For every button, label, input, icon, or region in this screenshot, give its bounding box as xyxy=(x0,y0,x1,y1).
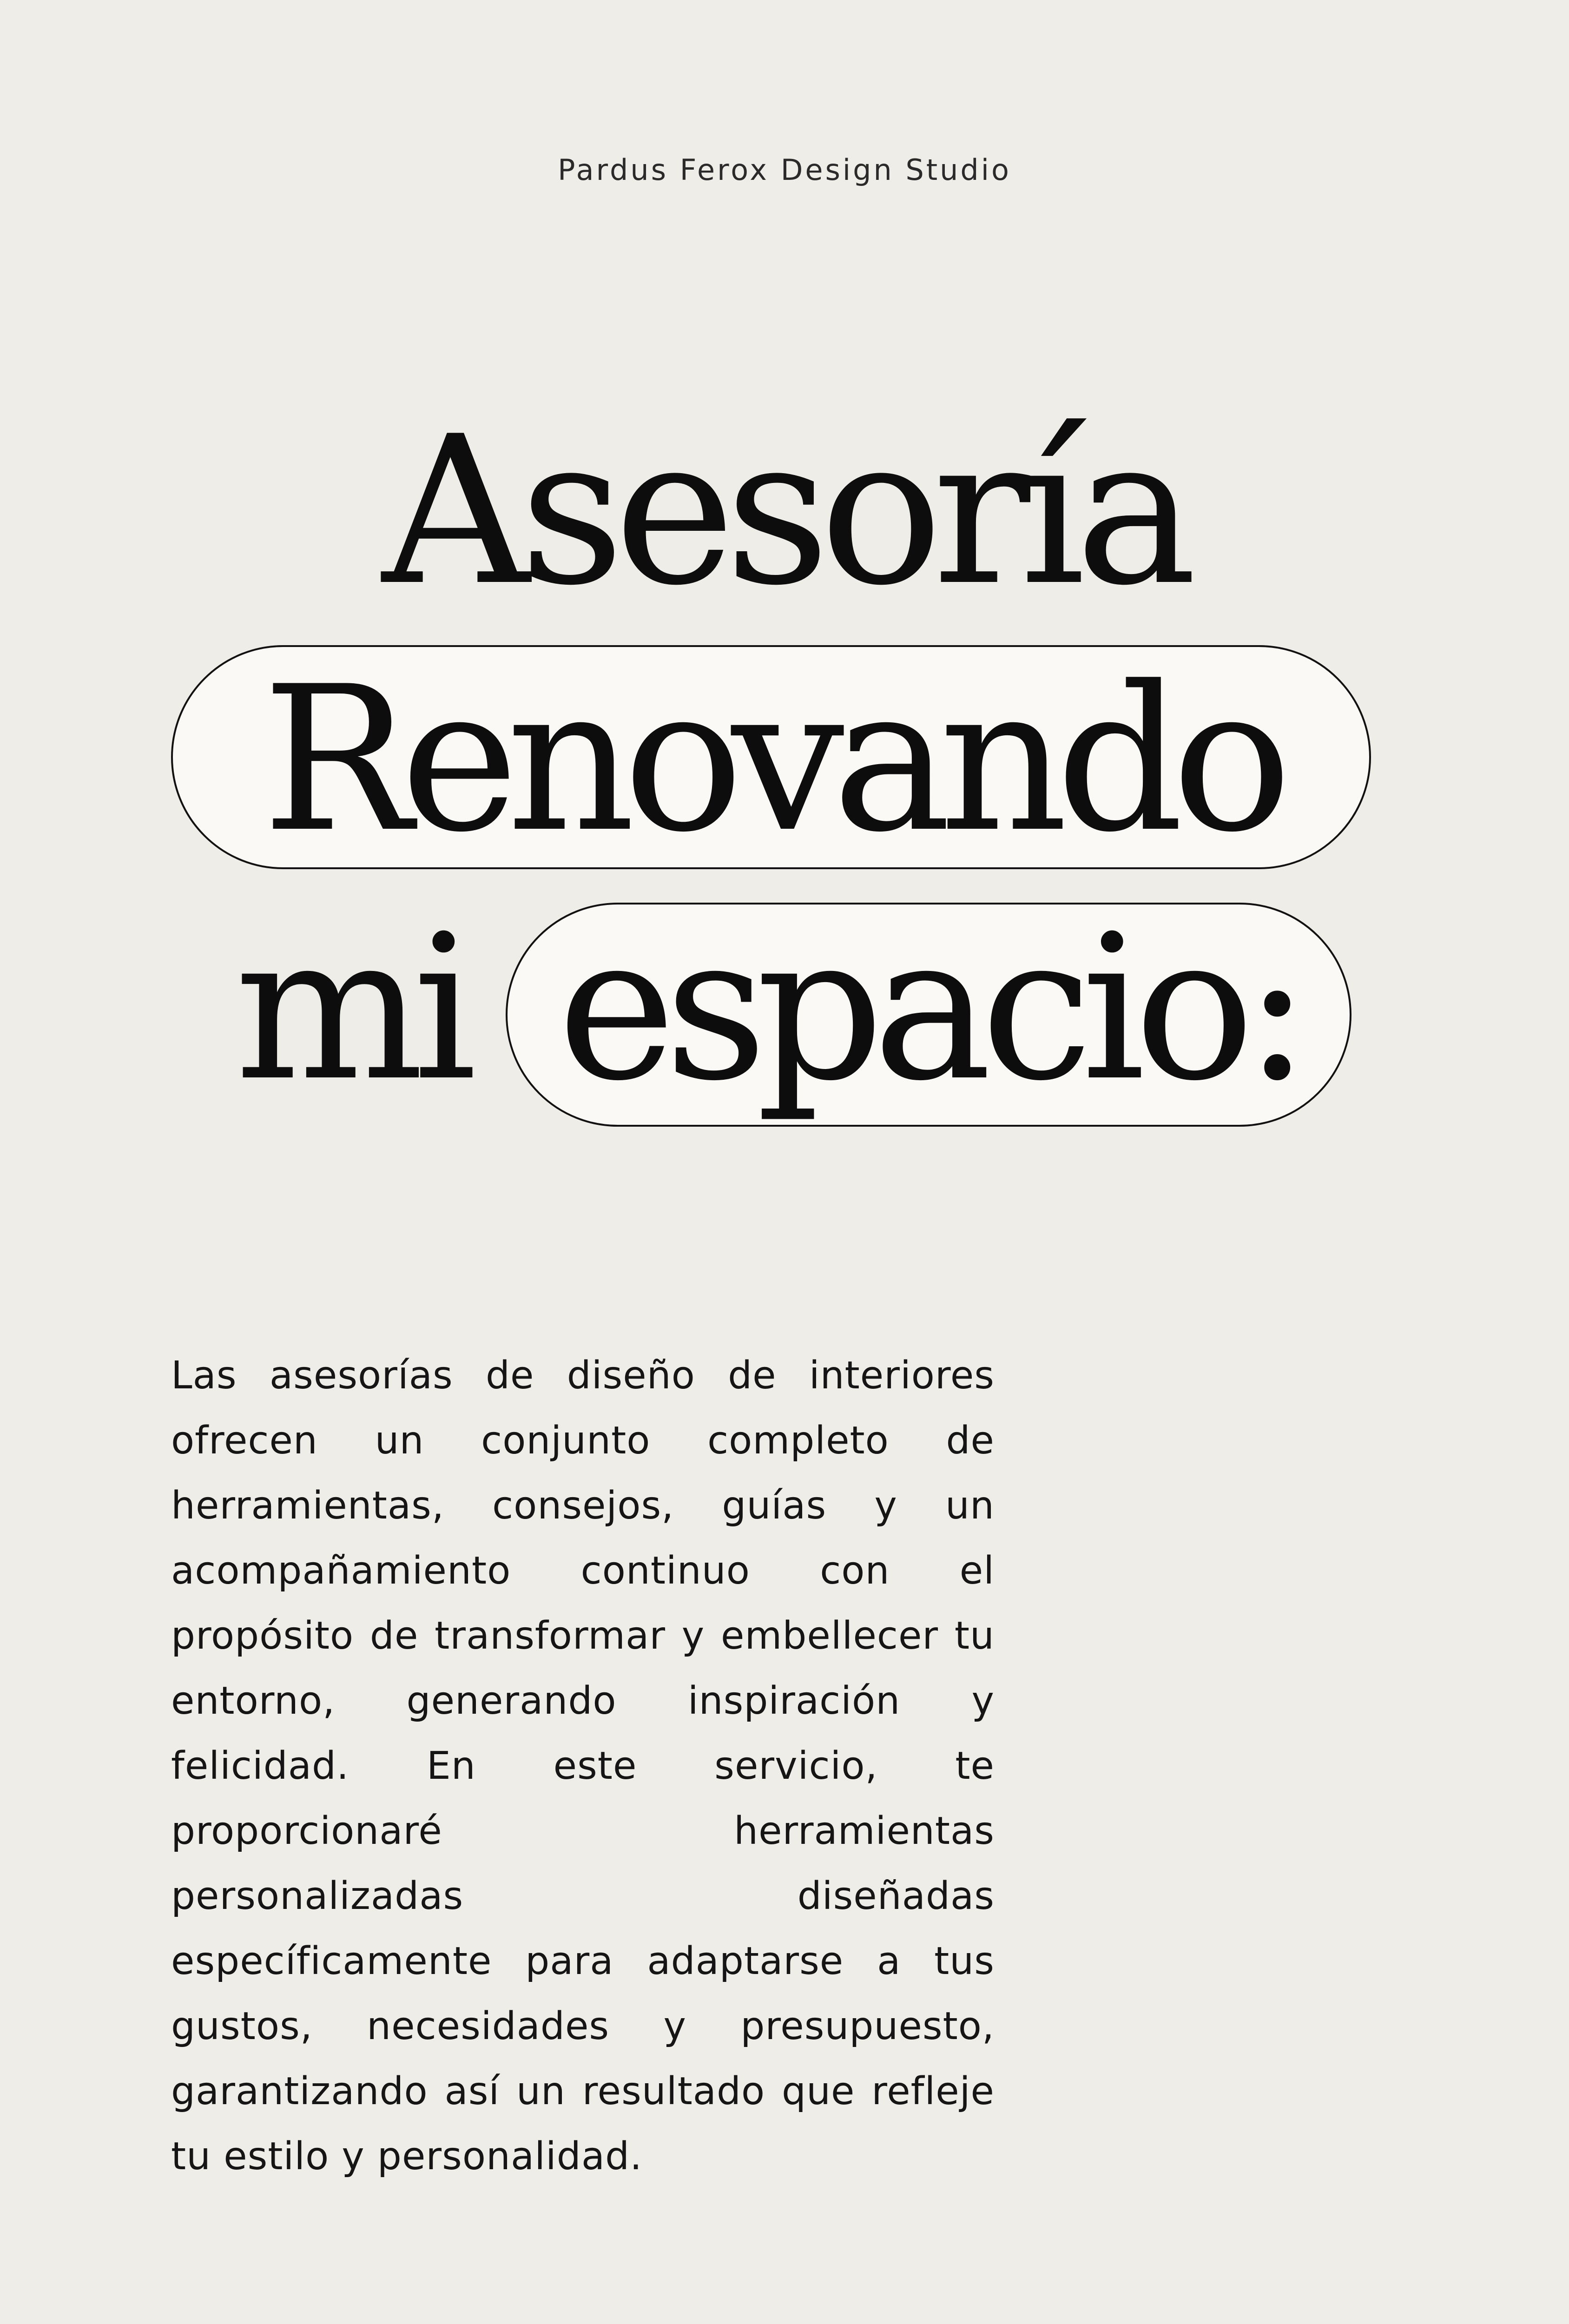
title-line-renovando: Renovando xyxy=(262,644,1280,876)
description-paragraph: Las asesorías de diseño de interiores ofrecen un conjunto completo de herramientas, consejos, guías y un acompañamiento continuo con el propósito de transformar y embellecer tu entorno, generando inspiración y felicidad. En este servicio, te proporcionaré herramientas personalizadas diseñadas específicamente para adaptarse a tus gustos, necesidades y presupuesto, garantizando así un resultado que refleje tu estilo y personalidad. xyxy=(171,1353,995,2179)
studio-name: Pardus Ferox Design Studio xyxy=(558,153,1011,187)
title-line-asesoria: Asesoría xyxy=(382,392,1187,630)
title-word-mi: mi xyxy=(235,892,466,1125)
title-word-espacio: espacio: xyxy=(557,892,1300,1125)
